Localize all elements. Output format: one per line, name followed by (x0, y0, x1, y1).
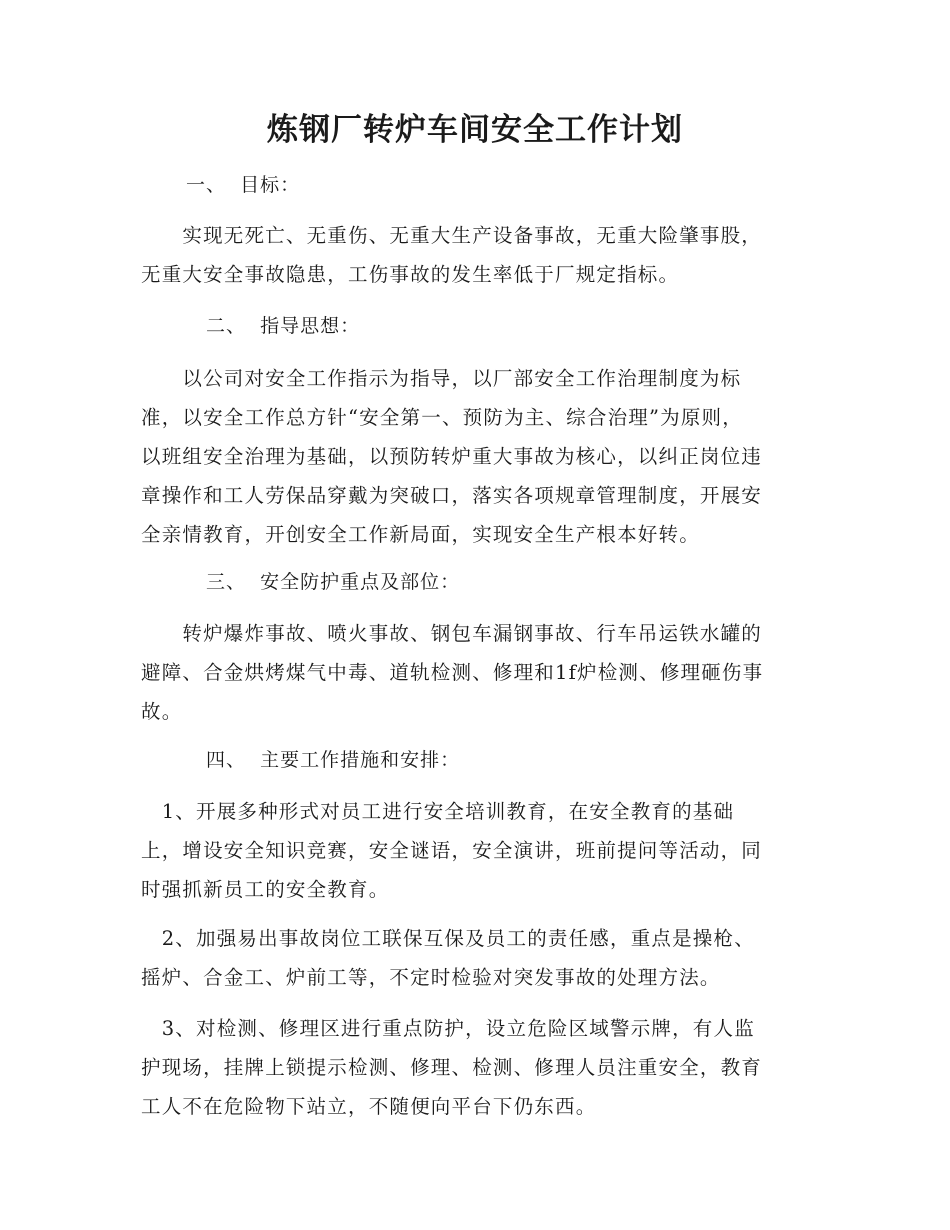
measure-paragraph-3 (141, 1009, 816, 1126)
paragraph-line: 无重大安全事故隐患，工伤事故的发生率低于厂规定指标。 (141, 263, 680, 286)
paragraph-line: 以公司对安全工作指示为指导，以厂部安全工作治理制度为标 (141, 367, 742, 390)
paragraph-line: 2、加强易出事故岗位工联保互保及员工的责任感，重点是操枪、 (141, 927, 755, 950)
paragraph-line: 护现场，挂牌上锁提示检测、修理、检测、修理人员注重安全，教育 (141, 1056, 763, 1079)
paragraph-line: 3、对检测、修理区进行重点防护，设立危险区域警示牌，有人监 (141, 1017, 755, 1040)
document-title: 炼钢厂转炉车间安全工作计划 (267, 112, 683, 148)
paragraph-line: 准，以安全工作总方针“安全第一、预防为主、综合治理”为原则， (141, 406, 743, 429)
paragraph-line: 时强抓新员工的安全教育。 (141, 878, 390, 901)
section-heading-measures: 四、 主要工作措施和安排： (186, 749, 461, 771)
paragraph-line: 转炉爆炸事故、喷火事故、钢包车漏钢事故、行车吊运铁水罐的 (141, 622, 763, 645)
section-paragraph-protection-focus (141, 614, 816, 731)
measure-paragraph-2 (141, 919, 816, 997)
section-heading-guiding-idea: 二、 指导思想： (186, 315, 361, 337)
paragraph-line: 故。 (141, 700, 183, 723)
paragraph-line: 全亲情教育，开创安全工作新局面，实现安全生产根本好转。 (141, 523, 700, 546)
paragraph-line: 避障、合金烘烤煤气中毒、道轨检测、修理和1f炉检测、修理砸伤事 (141, 661, 764, 684)
paragraph-line: 章操作和工人劳保品穿戴为突破口，落实各项规章管理制度，开展安 (141, 484, 763, 507)
section-heading-goal: 一、 目标： (186, 174, 301, 196)
paragraph-line: 实现无死亡、无重伤、无重大生产设备事故，无重大险肇事股， (141, 224, 763, 247)
section-paragraph-goal (141, 216, 816, 294)
paragraph-line: 以班组安全治理为基础，以预防转炉重大事故为核心，以纠正岗位违 (141, 445, 763, 468)
measure-paragraph-1 (141, 792, 816, 909)
section-heading-protection-focus: 三、 安全防护重点及部位： (186, 571, 461, 593)
paragraph-line: 1、开展多种形式对员工进行安全培训教育，在安全教育的基础 (141, 800, 735, 823)
paragraph-line: 上，增设安全知识竞赛，安全谜语，安全演讲，班前提问等活动，同 (141, 839, 763, 862)
section-paragraph-guiding-idea (141, 359, 816, 554)
paragraph-line: 工人不在危险物下站立，不随便向平台下仍东西。 (141, 1095, 597, 1118)
paragraph-line: 摇炉、合金工、炉前工等，不定时检验对突发事故的处理方法。 (141, 966, 721, 989)
